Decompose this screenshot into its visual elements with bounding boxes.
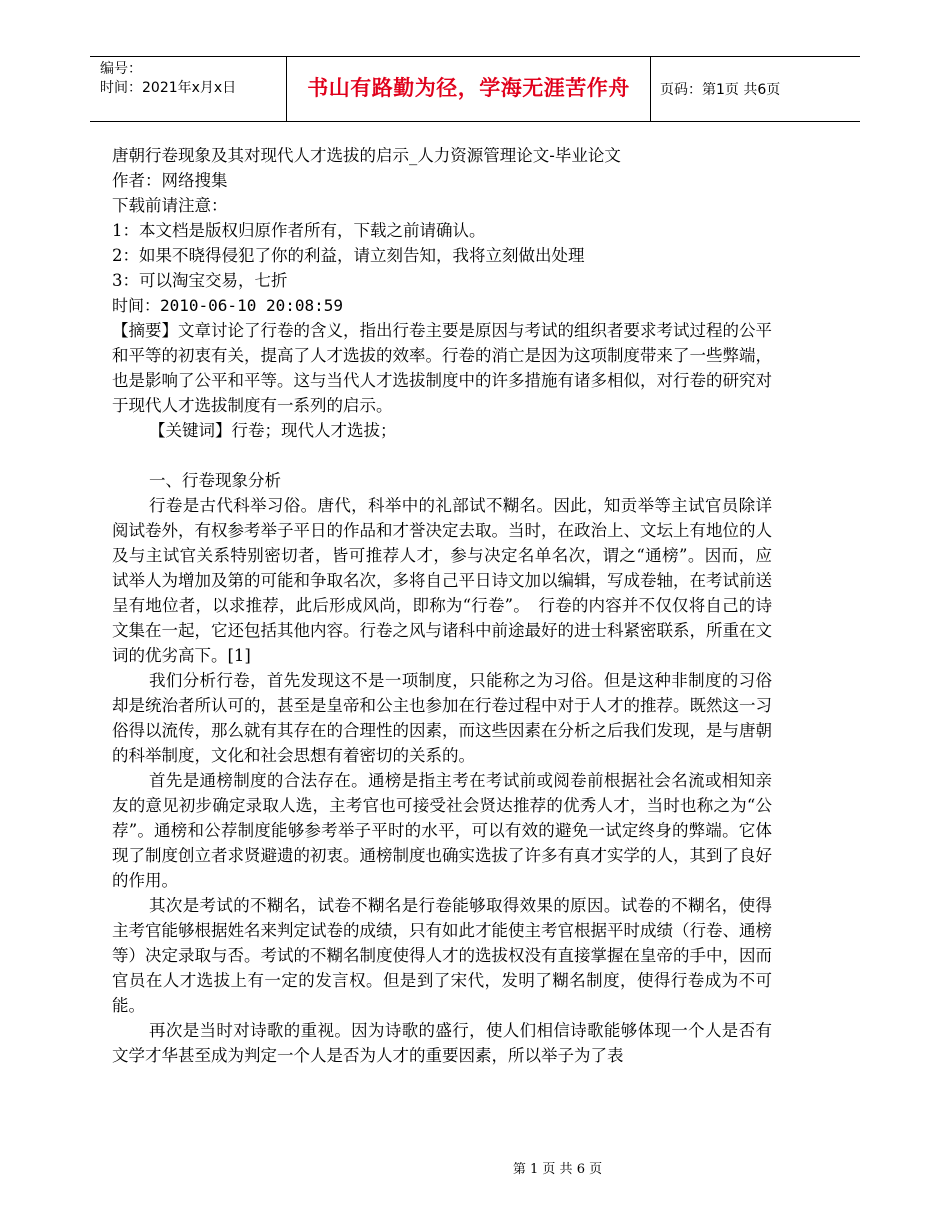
blank-line: [112, 443, 772, 468]
page-footer: 第 1 页 共 6 页: [512, 1162, 603, 1177]
header-motto: 书山有路勤为径，学海无涯苦作舟: [307, 76, 630, 100]
abstract: 【摘要】文章讨论了行卷的含义，指出行卷主要是原因与考试的组织者要求考试过程的公平和平等的初衷有关，提高了人才选拔的效率。行卷的消亡是因为这项制度带来了一些弊端，也是影响了公平和平等。这与当代人才选拔制度中的许多措施有诸多相似，对行卷的研究对于现代人才选拔制度有一系列的启示。: [112, 321, 772, 415]
header-meta: [100, 60, 236, 98]
body-paragraph: 再次是当时对诗歌的重视。因为诗歌的盛行，使人们相信诗歌能够体现一个人是否有文学才华甚至成为判定一个人是否为人才的重要因素，所以举子为了表: [112, 1021, 772, 1065]
body-paragraph: 行卷是古代科举习俗。唐代，科举中的礼部试不糊名。因此，知贡举等主试官员除详阅试卷外，有权参考举子平日的作品和才誉决定去取。当时，在政治上、文坛上有地位的人及与主试官关系特别密切者，皆可推荐人才，参与决定名单名次，谓之“通榜”。因而，应试举人为增加及第的可能和争取名次，多将自己平日诗文加以编辑，写成卷轴，在考试前送呈有地位者，以求推荐，此后形成风尚，即称为“行卷”。 行卷的内容并不仅仅将自己的诗文集在一起，它还包括其他内容。行卷之风与诸科中前途最好的进士科紧密联系，所重在文词的优劣高下。[1]: [112, 496, 772, 665]
notice-item: 1：本文档是版权归原作者所有，下载之前请确认。: [112, 221, 486, 240]
document-time: 时间：2010-06-10 20:08:59: [112, 296, 344, 315]
header-bottom-rule: [90, 121, 860, 122]
header-time-label: 时间：2021年x月x日: [100, 80, 237, 96]
notice-item: 2：如果不晓得侵犯了你的利益，请立刻告知，我将立刻做出处理: [112, 246, 585, 265]
header-top-rule: [90, 56, 860, 57]
header-divider-right: [650, 56, 651, 121]
document-title: 唐朝行卷现象及其对现代人才选拔的启示_人力资源管理论文-毕业论文: [112, 146, 621, 165]
document-body: [112, 143, 772, 1068]
body-paragraph: 我们分析行卷，首先发现这不是一项制度，只能称之为习俗。但是这种非制度的习俗却是统治者所认可的，甚至是皇帝和公主也参加在行卷过程中对于人才的推荐。既然这一习俗得以流传，那么就有其存在的合理性的因素，而这些因素在分析之后我们发现，是与唐朝的科举制度，文化和社会思想有着密切的关系的。: [112, 671, 772, 765]
body-paragraph: 首先是通榜制度的合法存在。通榜是指主考在考试前或阅卷前根据社会名流或相知亲友的意见初步确定录取人选，主考官也可接受社会贤达推荐的优秀人才，当时也称之为“公荐”。通榜和公荐制度能够参考举子平时的水平，可以有效的避免一试定终身的弊端。它体现了制度创立者求贤避遗的初衷。通榜制度也确实选拔了许多有真才实学的人，其到了良好的作用。: [112, 771, 772, 890]
notice-item: 3：可以淘宝交易，七折: [112, 271, 288, 290]
keywords: 【关键词】行卷；现代人才选拔；: [149, 421, 397, 440]
notice-title: 下载前请注意：: [112, 196, 228, 215]
document-author: 作者：网络搜集: [112, 171, 228, 190]
header-number-label: 编号：: [100, 61, 142, 77]
section-heading: 一、行卷现象分析: [149, 471, 281, 490]
body-paragraph: 其次是考试的不糊名，试卷不糊名是行卷能够取得效果的原因。试卷的不糊名，使得主考官能够根据姓名来判定试卷的成绩，只有如此才能使主考官根据平时成绩（行卷、通榜等）决定录取与否。考试的不糊名制度使得人才的选拔权没有直接掌握在皇帝的手中，因而官员在人才选拔上有一定的发言权。但是到了宋代，发明了糊名制度，使得行卷成为不可能。: [112, 896, 772, 1015]
header-page-info: 页码：第1页 共6页: [660, 82, 781, 98]
